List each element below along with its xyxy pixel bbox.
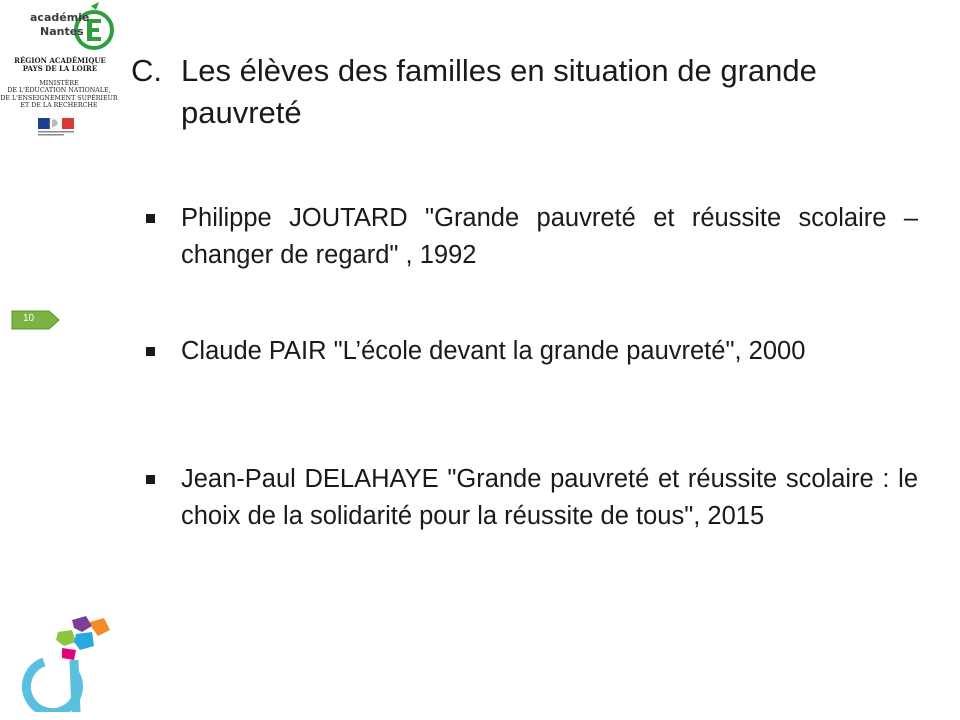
ministere-line-3: DE L'ENSEIGNEMENT SUPÉRIEUR	[0, 94, 118, 102]
logo-line-nantes: Nantes	[40, 25, 84, 38]
square-bullet-icon	[146, 347, 155, 356]
square-bullet-icon	[146, 475, 155, 484]
bullet-text: Jean-Paul DELAHAYE "Grande pauvreté et réussite scolaire : le choix de la solidarité pour la réussite de tous", 2015	[181, 465, 918, 530]
square-bullet-icon	[146, 214, 155, 223]
bullet-text: Philippe JOUTARD "Grande pauvreté et réussite scolaire – changer de regard" , 1992	[181, 204, 918, 269]
ministere-line-4: ET DE LA RECHERCHE	[20, 101, 98, 109]
marianne-icon	[38, 118, 76, 138]
slide-number-arrow-icon	[11, 310, 61, 330]
logo-line-academie: académie	[30, 11, 90, 24]
bullet-text: Claude PAIR "L’école devant la grande pauvreté", 2000	[181, 337, 806, 365]
slide-number-badge	[11, 310, 61, 330]
academie-nantes-logo	[0, 0, 120, 145]
logo-region	[4, 57, 116, 73]
logo-ministere	[0, 80, 118, 109]
region-line-2: PAYS DE LA LOIRE	[22, 64, 98, 73]
title-letter: C.	[131, 53, 162, 88]
ministere-line-1: MINISTÈRE	[39, 80, 79, 87]
region-line-1: RÉGION ACADÉMIQUE	[14, 56, 106, 65]
region-map-logo-icon	[14, 612, 114, 712]
title-text: Les élèves des familles en situation de grande pauvreté	[181, 53, 817, 130]
ministere-line-2: DE L'ÉDUCATION NATIONALE,	[7, 87, 111, 95]
slide-number: 10	[23, 313, 35, 324]
